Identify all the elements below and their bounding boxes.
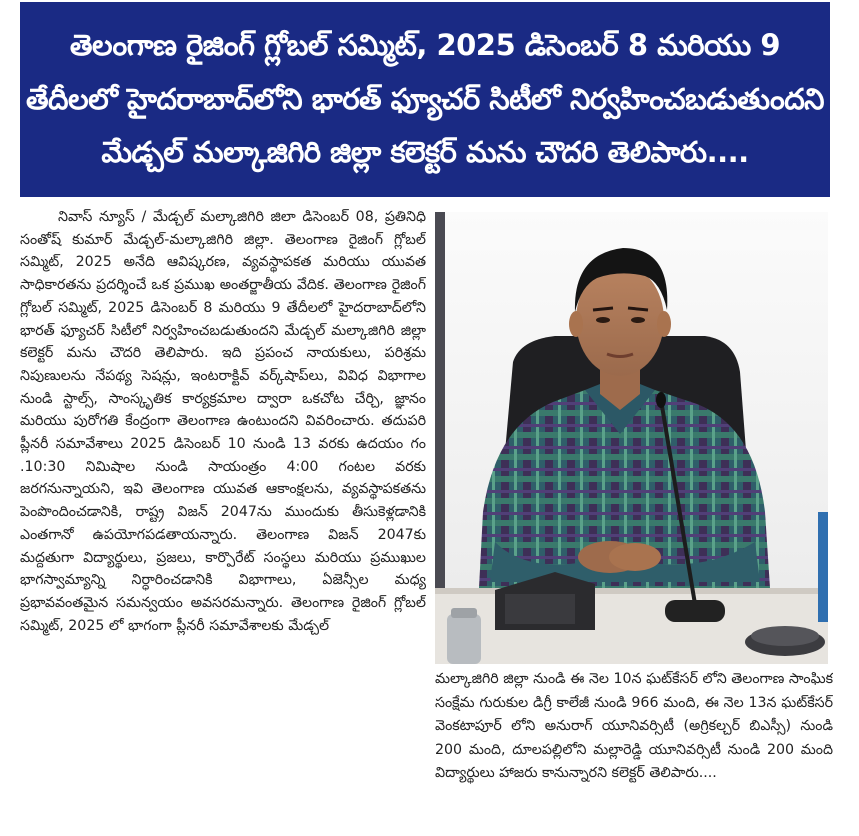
headline-line-2: తేదీలలో హైదరాబాద్‌లోని భారత్ ఫ్యూచర్ సిటీలో నిర్వహించబడుతుందని <box>25 81 825 116</box>
article-body-right: మల్కాజిగిరి జిల్లా నుండి ఈ నెల 10న ఘట్‌కేసర్ లోని తెలంగాణ సాంఘిక సంక్షేమ గురుకుల డిగ్రీ కాలేజీ నుండి 966 మంది, ఈ నెల 13న ఘట్‌కేసర్ వెంకటాపూర్ లోని అనురాగ్ యూనివర్సిటీ (అగ్రికల్చర్ బిఎస్సీ) నుండి 200 మంది, దూలపల్లిలోని మల్లారెడ్డి యూనివర్సిటీ నుండి 200 మంది విద్యార్థులు హాజరు కానున్నారని కలెక్టర్ తెలిపారు.... <box>435 671 833 781</box>
headline-line-1: తెలంగాణ రైజింగ్ గ్లోబల్ సమ్మిట్, 2025 డిసెంబర్ 8 మరియు 9 <box>69 27 781 62</box>
article-body-left: నివాస్ న్యూస్ / మేడ్చల్ మల్కాజిగిరి జిలా డిసెంబర్ 08, ప్రతినిధి సంతోష్ కుమార్ మేడ్చల్-మల్కాజిగిరి జిల్లా. తెలంగాణ రైజింగ్ గ్లోబల్ సమ్మిట్, 2025 అనేది ఆవిష్కరణ, వ్యవస్థాపకత మరియు యువత సాధికారతను ప్రదర్శించే ఒక ప్రముఖ అంతర్జాతీయ వేదిక. తెలంగాణ రైజింగ్ గ్లోబల్ సమ్మిట్, 2025 డిసెంబర్ 8 మరియు 9 తేదీలలో హైదరాబాద్‌లోని భారత్ ఫ్యూచర్ సిటీలో నిర్వహించబడుతుందని మేడ్చల్ మల్కాజిగిరి జిల్లా కలెక్టర్ మను చౌదరి తెలిపారు. ఇది ప్రపంచ నాయకులు, పరిశ్రమ నిపుణులను నేపథ్య సెషన్లు, ఇంటరాక్టివ్ వర్క్‌షాప్‌లు, వివిధ విభాగాల నుండి స్టాల్స్, సాంస్కృతిక కార్యక్రమాల ద్వారా ఒకచోట చేర్చి, జ్ఞానం మరియు పురోగతి కేంద్రంగా తెలంగాణ ఉంటుందని వివరించారు. తదుపరి ప్లీనరీ సమావేశాలు 2025 డిసెంబర్ 10 నుండి 13 వరకు ఉదయం గం .10:30 నిమిషాల నుండి సాయంత్రం 4:00 గంటల వరకు జరగనున్నాయని, ఇవి తెలంగాణ యువత ఆకాంక్షలను, వ్యవస్థాపకతను పెంపొందించడానికి, రాష్ట్ర విజన్ 2047ను ముందుకు తీసుకెళ్లడానికి ఎంతగానో ఉపయోగపడతాయన్నారు. తెలంగాణ విజన్ 2047కు మద్దతుగా విద్యార్థులు, ప్రజలు, కార్పొరేట్ సంస్థలు మరియు ప్రముఖుల భాగస్వామ్యాన్ని నిర్ధారించడానికి విభాగాలు, ఏజెన్సీల మధ్య ప్రభావవంతమైన సమన్వయం అవసరమన్నారు. తెలంగాణ రైజింగ్ గ్లోబల్ సమ్మిట్, 2025 లో భాగంగా ప్లీనరీ సమావేశాలకు మేడ్చల్ <box>20 209 426 634</box>
collector-photo-illustration <box>435 212 828 664</box>
article-right-column <box>435 668 833 834</box>
news-photo <box>435 212 828 664</box>
article-left-column <box>20 206 426 834</box>
headline-banner <box>20 2 830 197</box>
headline-line-3: మేడ్చల్ మల్కాజిగిరి జిల్లా కలెక్టర్ మను చౌదరి తెలిపారు.... <box>101 135 749 170</box>
